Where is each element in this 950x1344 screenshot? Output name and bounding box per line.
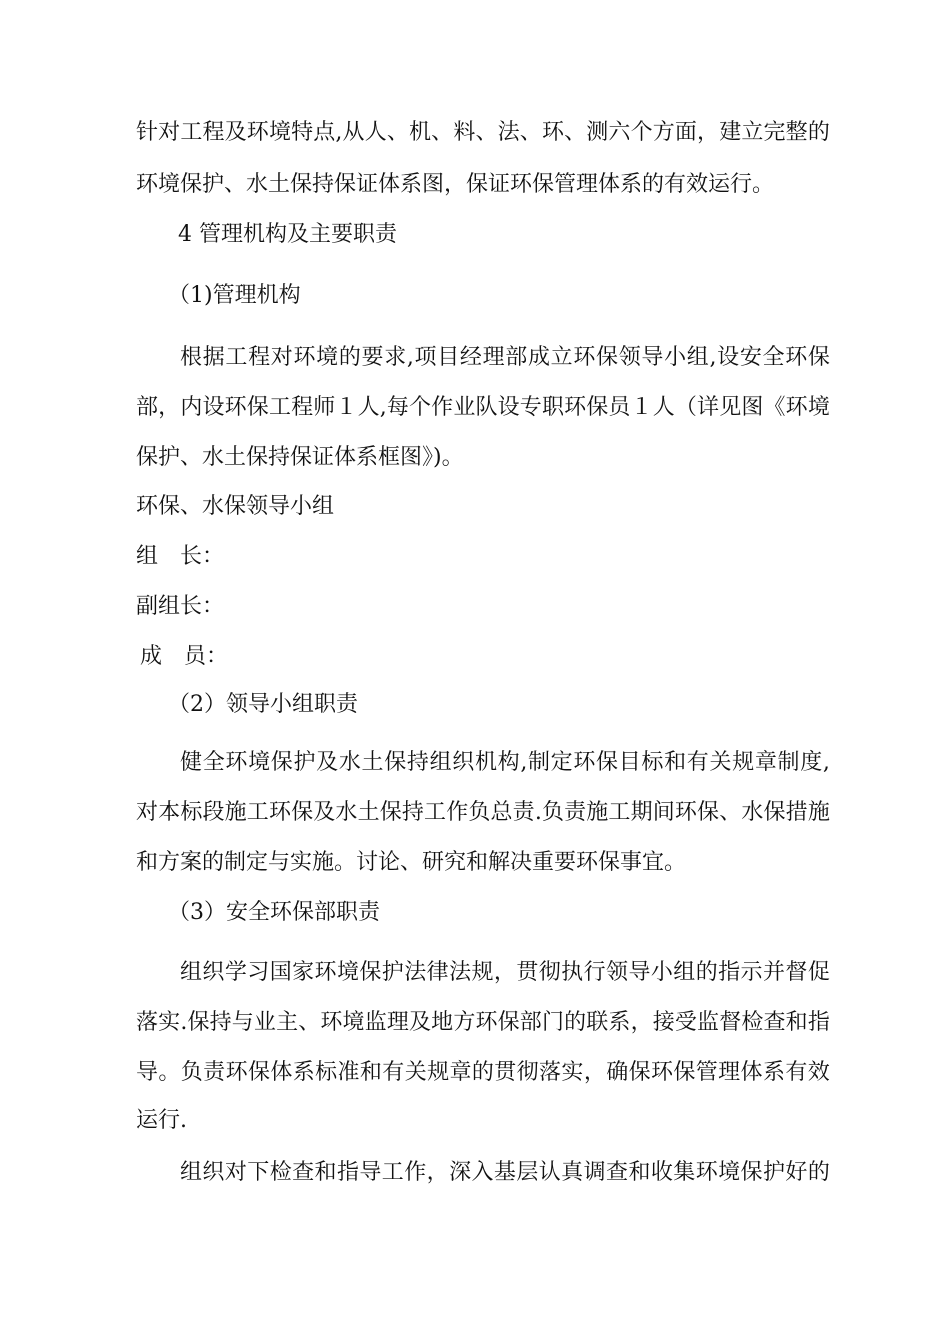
text: 组 长： [136, 544, 225, 569]
text: 运行. [136, 1108, 187, 1133]
text: 和方案的制定与实施。讨论、研究和解决重要环保事宜。 [136, 850, 687, 875]
text: 健 全 环 境 保 护 及 水 土 保 持 组 织 机 构 , 制 定 环 保 目 标 和 有 关 规 章 制 度 , [180, 750, 830, 775]
text: 部 ， 内 设 环 保 工 程 师 １ 人 , 每 个 作 业 队 设 专 职 环 保 员 １ 人 （ 详 见 图 《 环 境 [136, 395, 830, 420]
text: 成 员： [140, 644, 229, 669]
text: 根 据 工 程 对 环 境 的 要 求 , 项 目 经 理 部 成 立 环 保 领 导 小 组 , 设 安 全 环 保 [180, 345, 830, 370]
text: 副组长： [136, 594, 225, 619]
text: （3）安全环保部职责 [168, 900, 380, 925]
text: 环境保护、水土保持保证体系图，保证环保管理体系的有效运行。 [136, 172, 775, 197]
text: （1)管理机构 [168, 283, 301, 308]
text: 环保、水保领导小组 [136, 494, 335, 519]
text: 4 管理机构及主要职责 [178, 222, 397, 247]
text: 落 实 . 保 持 与 业 主 、 环 境 监 理 及 地 方 环 保 部 门 的 联 系 ， 接 受 监 督 检 查 和 指 [136, 1010, 830, 1035]
text: 组 织 对 下 检 查 和 指 导 工 作 ， 深 入 基 层 认 真 调 查 和 收 集 环 境 保 护 好 的 [180, 1160, 830, 1185]
text: （2）领导小组职责 [168, 692, 358, 717]
text: 对 本 标 段 施 工 环 保 及 水 土 保 持 工 作 负 总 责 . 负 责 施 工 期 间 环 保 、 水 保 措 施 [136, 800, 830, 825]
text: 组 织 学 习 国 家 环 境 保 护 法 律 法 规 ， 贯 彻 执 行 领 导 小 组 的 指 示 并 督 促 [180, 960, 830, 985]
text: 导 。 负 责 环 保 体 系 标 准 和 有 关 规 章 的 贯 彻 落 实 ， 确 保 环 保 管 理 体 系 有 效 [136, 1060, 830, 1085]
text: 保护、水土保持保证体系框图》)。 [136, 445, 464, 470]
text: 针 对 工 程 及 环 境 特 点 , 从 人 、 机 、 料 、 法 、 环 、 测 六 个 方 面 ， 建 立 完 整 的 [136, 120, 830, 145]
